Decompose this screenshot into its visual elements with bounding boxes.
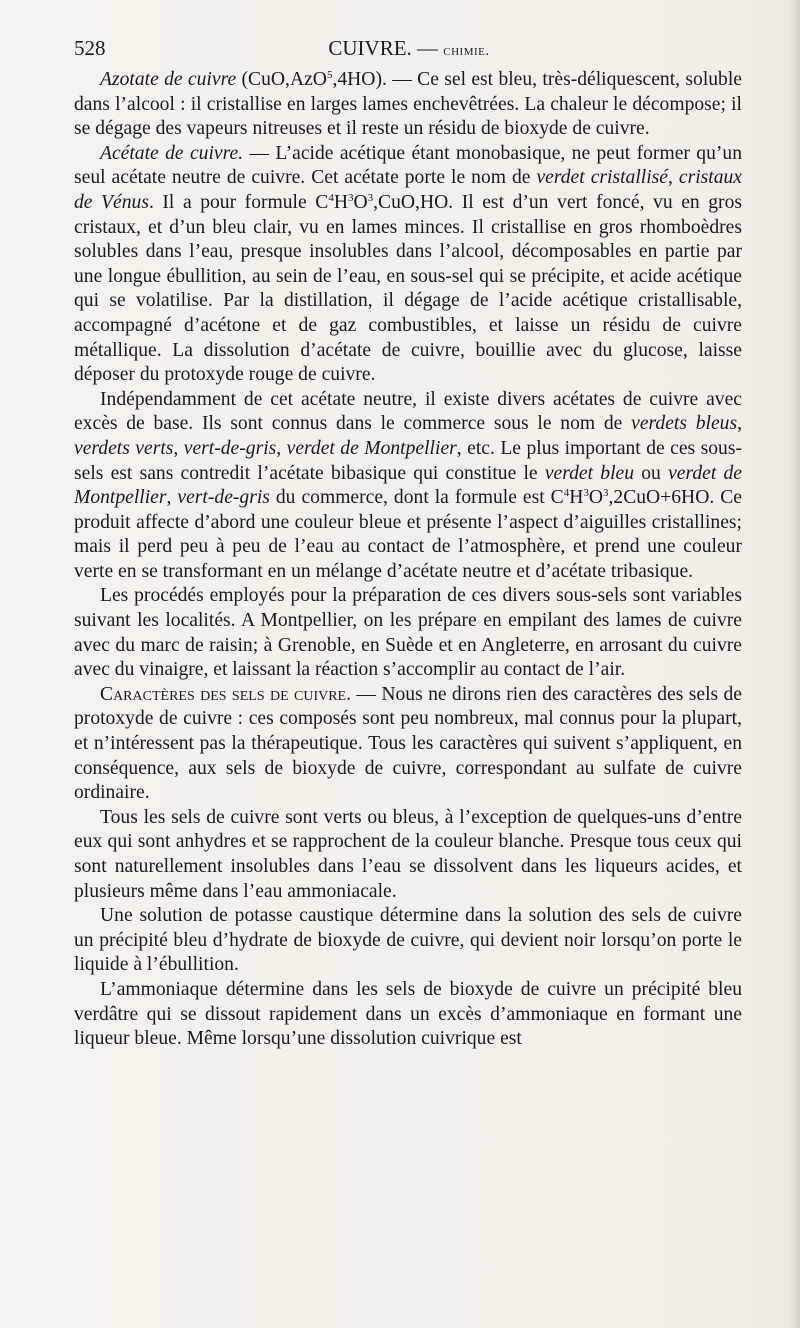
italic-term: verdet cristallisé bbox=[536, 167, 668, 189]
formula-sup: 3 bbox=[347, 191, 354, 204]
section-title-acetate: Acétate de cuivre. bbox=[100, 142, 244, 164]
paragraph-text: — Nous ne dirons rien des caractères des sels de protoxyde de cuivre : ces composés sont peu nombreux, mal connus pour la plupart, et n’intéressent pas la thérapeutique. Tous les caractères qui suivent s’appliquent, en conséquence, aux sels de bioxyde de cuivre, correspondant au sulfate de cuivre ordinaire. bbox=[74, 683, 742, 804]
paragraph-sous-sels bbox=[74, 388, 742, 585]
paragraph-text: — Ce sel est bleu, très-déliquescent, soluble dans l’alcool : il cristallise en larges lames enchevêtrées. La chaleur le décompose; il se dégage des vapeurs nitreuses et il reste un résidu de bioxyde de cuivre. bbox=[74, 69, 742, 140]
text-run: , etc. Le plus important de ces sous-sels est sans contredit l’acétate bibasique qui constitue le bbox=[74, 437, 743, 484]
text-run: Indépendamment de cet acétate neutre, il existe divers acétates de cuivre avec excès de base. Ils sont connus dans le commerce sous le nom de bbox=[74, 388, 742, 435]
italic-term: verdet de Montpellier bbox=[74, 462, 743, 509]
text-run: — L’acide acétique étant monobasique, ne peut former qu’un seul acétate neutre de cuivre. Cet acétate porte le nom de bbox=[74, 142, 742, 189]
section-title-azotate: Azotate de cuivre bbox=[100, 69, 237, 90]
formula-part: ,4HO). bbox=[332, 69, 387, 90]
formula-sup: 4 bbox=[328, 191, 334, 204]
paragraph-caracteres bbox=[74, 683, 742, 806]
page-edge-shadow bbox=[790, 0, 800, 1328]
italic-term: vert-de-gris bbox=[183, 437, 277, 459]
text-run: du commerce, dont la formule est C bbox=[269, 487, 564, 509]
formula-sup: 5 bbox=[326, 69, 333, 81]
text-run: , bbox=[276, 437, 287, 459]
running-title bbox=[74, 36, 744, 61]
formula-sup: 3 bbox=[367, 191, 374, 204]
italic-term: verdet bleu bbox=[544, 462, 635, 484]
text-run: , bbox=[173, 437, 184, 459]
page-body bbox=[74, 68, 742, 1052]
paragraph-couleurs: Tous les sels de cuivre sont verts ou bleus, à l’exception de quelques-uns d’entre eux qui sont anhydres et se rapprochent de la couleur blanche. Presque tous ceux qui sont naturellement insolubles dans l’eau se dissolvent dans les liqueurs acides, et plusieurs même dans l’eau ammoniacale. bbox=[74, 806, 742, 902]
paragraph-ammoniaque: L’ammoniaque détermine dans les sels de bioxyde de cuivre un précipité bleu verdâtre qui se dissout rapidement dans un excès d’ammoniaque en formant une liqueur bleue. Même lorsqu’une dissolution cuivrique est bbox=[74, 978, 742, 1050]
text-run: O bbox=[588, 487, 603, 509]
text-run: ,CuO,HO. Il est d’un vert foncé, vu en gros cristaux, et d’un bleu clair, vu en lames minces. Il cristallise en gros rhomboèdres solubles dans l’eau, presque insolubles dans l’alcool, décomposables en partie par une longue ébullition, au sein de l’eau, en sous-sel qui se précipite, et acide acétique qui se volatilise. Par la distillation, il dégage de l’acide acétique cristallisable, accompagné d’acétone et de gaz combustibles, et laisse un résidu de cuivre métallique. La dissolution d’acétate de cuivre, bouillie avec du glucose, laisse déposer du protoxyde rouge de cuivre. bbox=[74, 191, 742, 386]
running-title-main: CUIVRE. — bbox=[328, 36, 439, 60]
running-header bbox=[74, 36, 744, 66]
text-run: O bbox=[353, 191, 368, 213]
italic-term: verdet de Montpellier bbox=[286, 437, 457, 459]
text-run: , bbox=[737, 413, 742, 435]
text-run: . Il a pour formule C bbox=[148, 191, 329, 213]
formula-sup: 3 bbox=[603, 487, 609, 500]
text-run: H bbox=[569, 487, 584, 509]
text-run: ou bbox=[634, 462, 669, 484]
paragraph-procedes: Les procédés employés pour la préparation de ces divers sous-sels sont variables suivant les localités. A Montpellier, on les prépare en empilant des lames de cuivre avec du marc de raisin; à Grenoble, en Suède et en Angleterre, en arrosant du cuivre avec du vinaigre, et laissant la réaction s’accomplir au contact de l’air. bbox=[74, 585, 742, 681]
page-number: 528 bbox=[74, 36, 106, 60]
italic-term: verdets verts bbox=[74, 437, 174, 459]
text-run: , bbox=[166, 487, 178, 509]
italic-term: verdets bleus bbox=[631, 413, 738, 435]
paragraph-azotate bbox=[74, 68, 742, 142]
section-title-caracteres: Caractères des sels de cuivre. bbox=[100, 683, 352, 705]
paragraph-potasse: Une solution de potasse caustique détermine dans la solution des sels de cuivre un précipité bleu d’hydrate de bioxyde de cuivre, qui devient noir lorsqu’on porte le liquide à l’ébullition. bbox=[74, 905, 742, 976]
italic-term: vert-de-gris bbox=[177, 487, 270, 509]
text-run: , bbox=[667, 167, 679, 189]
formula-sup: 3 bbox=[583, 487, 589, 500]
italic-term: cristaux de Vénus bbox=[74, 167, 742, 213]
paragraph-acetate bbox=[74, 142, 742, 388]
text-run: ,2CuO+6HO. Ce produit affecte d’abord une couleur bleue et présente l’aspect d’aiguilles cristallines; mais il perd peu à peu de l’eau au contact de l’atmosphère, et prend une couleur verte en se transformant en un mélange d’acétate neutre et d’acétate tribasique. bbox=[74, 487, 743, 582]
running-title-sub: chimie. bbox=[443, 43, 490, 59]
text-run: H bbox=[333, 191, 348, 213]
formula-sup: 4 bbox=[563, 487, 570, 500]
formula-part: (CuO,AzO bbox=[236, 69, 327, 90]
